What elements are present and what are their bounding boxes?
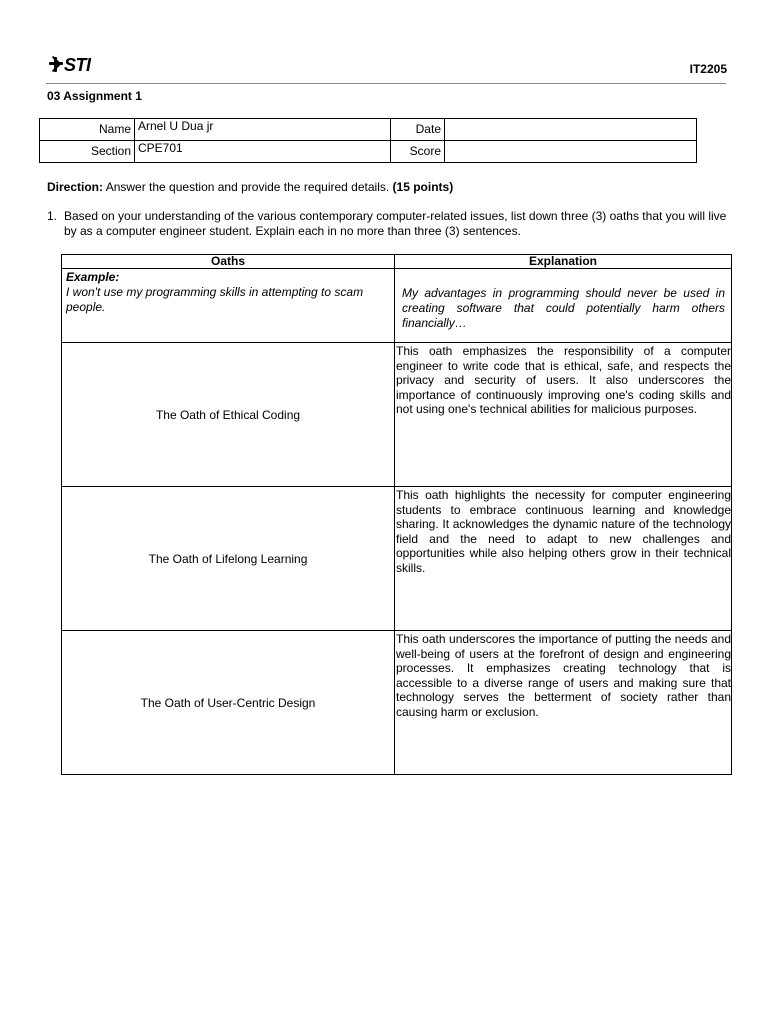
section-field[interactable]: CPE701	[135, 141, 391, 163]
oath-name[interactable]: The Oath of User-Centric Design	[62, 631, 395, 775]
student-info-table	[39, 118, 697, 163]
name-label: Name	[40, 119, 135, 141]
direction-label: Direction:	[47, 180, 104, 194]
example-oath: I won't use my programming skills in attempting to scam people.	[66, 285, 364, 314]
oath-explanation[interactable]: This oath underscores the importance of putting the needs and well-being of users at the forefront of design and engineering processes. It emphasizes creating technology that is accessible to a diverse range of users and making sure that technology serves the betterment of society rather than causing harm or exclusion.	[395, 631, 732, 775]
oath-name[interactable]: The Oath of Ethical Coding	[62, 343, 395, 487]
section-label: Section	[40, 141, 135, 163]
date-field[interactable]	[445, 119, 697, 141]
table-row	[62, 343, 732, 487]
assignment-title: 03 Assignment 1	[47, 89, 142, 103]
oaths-header-row	[62, 255, 732, 269]
example-row	[62, 269, 732, 343]
col-header-explanation: Explanation	[395, 255, 732, 269]
score-field[interactable]	[445, 141, 697, 163]
oath-name[interactable]: The Oath of Lifelong Learning	[62, 487, 395, 631]
direction-line	[47, 180, 453, 194]
example-explanation: My advantages in programming should never be used in creating software that could potentially harm others financially…	[402, 286, 725, 330]
oath-explanation[interactable]: This oath highlights the necessity for computer engineering students to embrace continuous learning and knowledge sharing. It acknowledges the dynamic nature of the technology field and the need to adapt to new challenges and opportunities while also helping others grow in their technical skills.	[395, 487, 732, 631]
sti-logo-icon	[49, 56, 63, 74]
sti-logo	[49, 56, 91, 74]
example-label: Example:	[66, 270, 120, 284]
oath-explanation[interactable]: This oath emphasizes the responsibility of a computer engineer to write code that is ethical, safe, and respects the privacy and security of users. It also underscores the importance of continuously improving one's coding skills and not using one's technical abilities for malicious purposes.	[395, 343, 732, 487]
info-row-name	[40, 119, 697, 141]
col-header-oaths: Oaths	[62, 255, 395, 269]
name-field[interactable]: Arnel U Dua jr	[135, 119, 391, 141]
table-row	[62, 631, 732, 775]
question-1	[47, 209, 737, 239]
logo-text: STI	[64, 55, 91, 75]
example-oath-cell	[62, 269, 395, 343]
header-divider	[46, 83, 726, 84]
table-row	[62, 487, 732, 631]
oaths-table	[61, 254, 732, 775]
direction-points: (15 points)	[392, 180, 454, 194]
course-code: IT2205	[689, 62, 727, 76]
info-row-section	[40, 141, 697, 163]
question-text: Based on your understanding of the various contemporary computer-related issues, list down three (3) oaths that you will live by as a computer engineer student. Explain each in no more than three (3) sentences.	[64, 209, 727, 238]
question-number: 1.	[47, 209, 58, 223]
direction-text: Answer the question and provide the required details.	[103, 180, 393, 194]
date-label: Date	[391, 119, 445, 141]
example-explanation-cell	[395, 269, 732, 343]
score-label: Score	[391, 141, 445, 163]
